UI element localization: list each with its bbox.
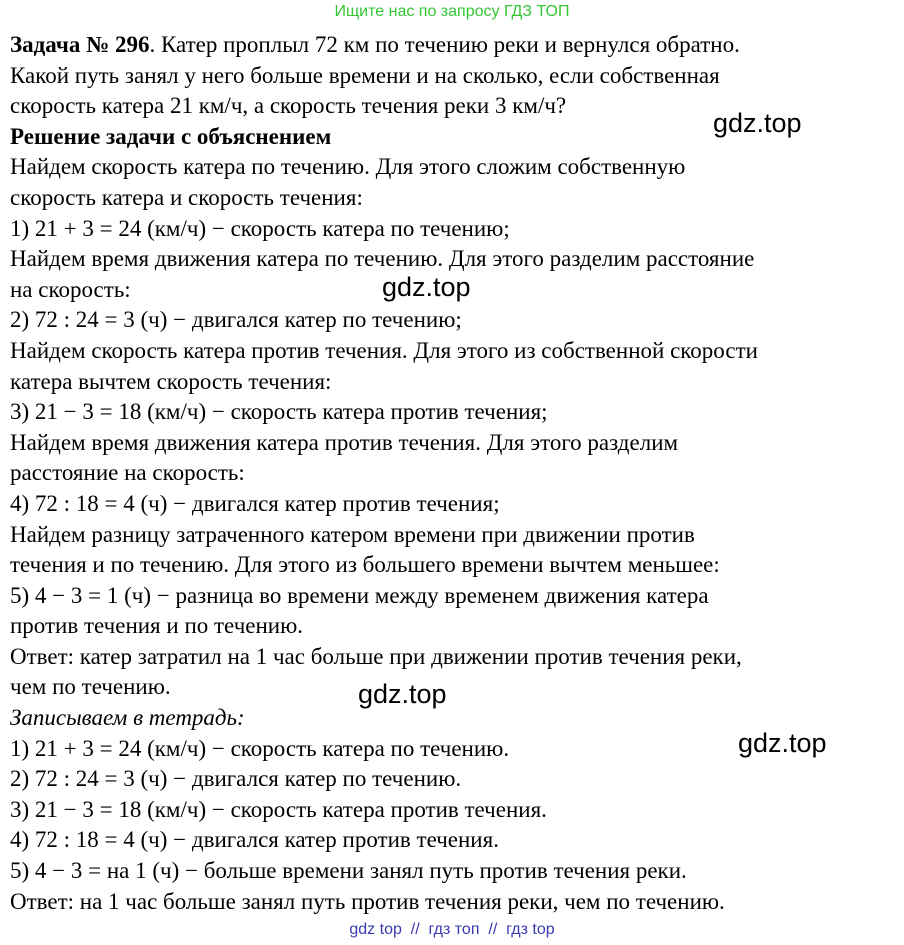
watermark-gdz: gdz.top [382,272,471,302]
solution-line: Найдем время движения катера против течения. Для этого разделим [10,429,679,455]
solution-line: 2) 72 : 24 = 3 (ч) − двигался катер по течению; [10,307,462,333]
task-line-1 [10,30,900,61]
solution-line: течения и по течению. Для этого из большего времени вычтем меньшее: [10,552,720,578]
notebook-line: 4) 72 : 18 = 4 (ч) − двигался катер против течения. [10,827,499,853]
solution-line: 5) 4 − 3 = 1 (ч) − разница во времени между временем движения катера [10,582,709,608]
task-line-3: скорость катера 21 км/ч, а скорость течения реки 3 км/ч? [10,93,567,119]
solution-line: Найдем скорость катера по течению. Для этого сложим собственную [10,154,686,180]
notebook-heading: Записываем в тетрадь: [10,705,245,731]
footer-links[interactable]: gdz top // гдз топ // гдз top [349,921,555,938]
task-document [10,30,900,917]
solution-line: на скорость: [10,276,131,302]
answer-line: Ответ: катер затратил на 1 час больше при движении против течения реки, [10,643,742,669]
watermark-gdz: gdz.top [713,108,802,138]
watermark-gdz: gdz.top [358,679,447,709]
solution-line: расстояние на скорость: [10,460,245,486]
solution-line: 3) 21 − 3 = 18 (км/ч) − скорость катера против течения; [10,399,548,425]
notebook-line: 5) 4 − 3 = на 1 (ч) − больше времени занял путь против течения реки. [10,858,687,884]
header-search-link[interactable]: Ищите нас по запросу ГДЗ ТОП [334,3,570,20]
solution-line: 4) 72 : 18 = 4 (ч) − двигался катер против течения; [10,490,500,516]
solution-line: Найдем время движения катера по течению. Для этого разделим расстояние [10,246,755,272]
solution-heading: Решение задачи с объяснением [10,123,332,149]
watermark-gdz: gdz.top [738,728,827,758]
task-line-2: Какой путь занял у него больше времени и на сколько, если собственная [10,62,720,88]
notebook-answer-line: Ответ: на 1 час больше занял путь против течения реки, чем по течению. [10,888,725,914]
notebook-line: 3) 21 − 3 = 18 (км/ч) − скорость катера против течения. [10,796,547,822]
solution-line: скорость катера и скорость течения: [10,184,363,210]
answer-line: чем по течению. [10,674,171,700]
solution-line: против течения и по течению. [10,613,304,639]
notebook-line: 2) 72 : 24 = 3 (ч) − двигался катер по течению. [10,766,462,792]
notebook-line: 1) 21 + 3 = 24 (км/ч) − скорость катера по течению. [10,735,510,761]
task-line-1-text: . Катер проплыл 72 км по течению реки и вернулся обратно. [149,32,740,57]
solution-line: 1) 21 + 3 = 24 (км/ч) − скорость катера по течению; [10,215,510,241]
solution-line: Найдем разницу затраченного катером времени при движении против [10,521,695,547]
solution-line: Найдем скорость катера против течения. Для этого из собственной скорости [10,337,758,363]
solution-line: катера вычтем скорость течения: [10,368,332,394]
task-number: Задача № 296 [10,32,150,57]
